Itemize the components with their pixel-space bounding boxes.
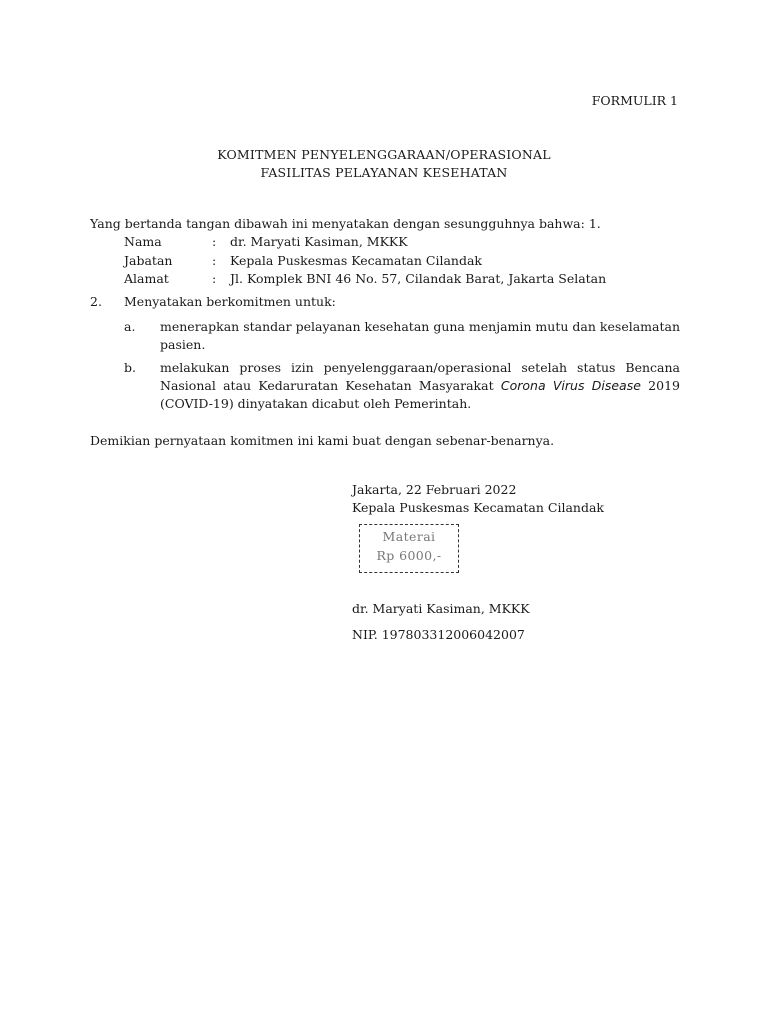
- signer-nip: NIP. 197803312006042007: [352, 627, 525, 642]
- subitem-text: [160, 359, 680, 413]
- document-title: [0, 146, 768, 182]
- item-2-number: 2.: [90, 294, 102, 309]
- signer-position: Kepala Puskesmas Kecamatan Cilandak: [352, 500, 604, 516]
- field-row-jabatan: [124, 252, 606, 271]
- disease-name: Corona Virus Disease: [500, 378, 641, 394]
- field-label: Alamat: [124, 271, 169, 286]
- subitem-letter: a.: [124, 319, 136, 334]
- stamp-amount: Rp 6000,-: [376, 548, 442, 564]
- intro-statement: Yang bertanda tangan dibawah ini menyatakan dengan sesungguhnya bahwa: 1.: [90, 216, 601, 231]
- signer-name: dr. Maryati Kasiman, MKKK: [352, 601, 530, 616]
- item-2-text: Menyatakan berkomitmen untuk:: [124, 294, 336, 309]
- title-line-2: FASILITAS PELAYANAN KESEHATAN: [260, 165, 508, 181]
- field-label: Jabatan: [124, 252, 173, 268]
- field-label: Nama: [124, 234, 162, 249]
- signature-header: [352, 481, 604, 517]
- form-code: FORMULIR 1: [591, 93, 678, 108]
- title-line-1: KOMITMEN PENYELENGGARAAN/OPERASIONAL: [217, 147, 551, 162]
- field-value: dr. Maryati Kasiman, MKKK: [230, 234, 408, 249]
- field-row-nama: [124, 233, 606, 252]
- field-colon: :: [212, 252, 217, 268]
- identity-fields: [124, 233, 606, 289]
- place-date: Jakarta, 22 Februari 2022: [352, 482, 517, 497]
- field-colon: :: [212, 271, 217, 286]
- subitem-a: [124, 318, 680, 354]
- subitem-text-part: melakukan proses izin penyelenggaraan/operasional setelah status Bencana Nasional atau Kedaruratan Kesehatan Masyarakat: [160, 360, 680, 394]
- subitem-text-part: 2019 (COVID-19) dinyatakan dicabut oleh Pemerintah.: [160, 378, 680, 412]
- field-value: Jl. Komplek BNI 46 No. 57, Cilandak Barat, Jakarta Selatan: [230, 271, 607, 286]
- field-row-alamat: [124, 270, 606, 289]
- subitem-text: menerapkan standar pelayanan kesehatan guna menjamin mutu dan keselamatan pasien.: [160, 319, 680, 353]
- field-colon: :: [212, 234, 217, 249]
- subitem-b: [124, 359, 680, 413]
- subitem-letter: b.: [124, 360, 136, 375]
- stamp-box: [359, 524, 459, 573]
- closing-statement: Demikian pernyataan komitmen ini kami buat dengan sebenar-benarnya.: [90, 433, 555, 448]
- field-value: Kepala Puskesmas Kecamatan Cilandak: [230, 252, 482, 268]
- stamp-label: Materai: [382, 529, 436, 544]
